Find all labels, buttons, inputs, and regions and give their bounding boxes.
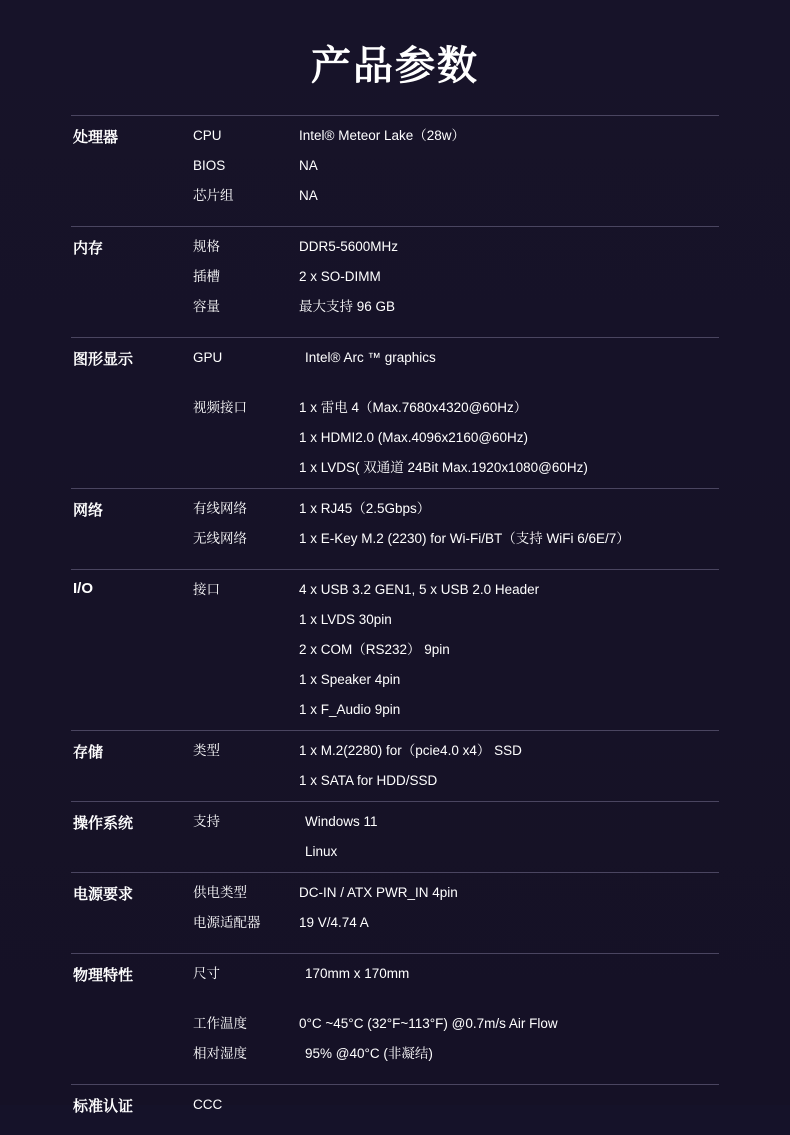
spec-sublabel-group xyxy=(192,570,298,731)
spec-value: Linux xyxy=(299,842,718,862)
spec-sublabel: BIOS xyxy=(193,156,297,186)
spec-category-label: 标准认证 xyxy=(71,1085,192,1135)
spec-value-group xyxy=(298,1085,719,1135)
spec-sublabel: 无线网络 xyxy=(193,529,297,559)
spec-sublabel: 电源适配器 xyxy=(193,913,297,943)
spec-section-io xyxy=(71,570,719,731)
spec-value: 95% @40°C (非凝结) xyxy=(299,1044,718,1064)
spec-sublabel: 容量 xyxy=(193,297,297,327)
spec-section-physical xyxy=(71,954,719,1085)
spec-category-label: 电源要求 xyxy=(71,873,192,954)
page-title: 产品参数 xyxy=(0,0,790,115)
spec-sublabel: 尺寸 xyxy=(193,964,297,1014)
spec-value: 2 x COM（RS232） 9pin xyxy=(299,640,718,670)
spec-value: Windows 11 xyxy=(299,812,718,842)
spec-category-label: 内存 xyxy=(71,227,192,338)
spec-sublabel: 规格 xyxy=(193,237,297,267)
spec-sublabel-group xyxy=(192,873,298,954)
spec-category-label: 操作系统 xyxy=(71,802,192,873)
spec-value-group xyxy=(298,338,719,489)
spec-value-group xyxy=(298,227,719,338)
spec-sublabel-group xyxy=(192,1085,298,1135)
spec-value-group xyxy=(298,954,719,1085)
spec-sublabel: 视频接口 xyxy=(193,398,297,428)
spec-value: 1 x LVDS 30pin xyxy=(299,610,718,640)
spec-value: 1 x Speaker 4pin xyxy=(299,670,718,700)
spec-value-group xyxy=(298,489,719,570)
spec-sublabel-group xyxy=(192,731,298,802)
spec-sublabel-group xyxy=(192,954,298,1085)
spec-value: Intel® Arc ™ graphics xyxy=(299,348,718,398)
spec-sublabel-group xyxy=(192,116,298,227)
spec-value: 1 x 雷电 4（Max.7680x4320@60Hz） xyxy=(299,398,718,428)
spec-value: 1 x M.2(2280) for（pcie4.0 x4） SSD xyxy=(299,741,718,771)
spec-category-label: 网络 xyxy=(71,489,192,570)
spec-sublabel-group xyxy=(192,227,298,338)
spec-sublabel: 供电类型 xyxy=(193,883,297,913)
spec-category-label: 处理器 xyxy=(71,116,192,227)
spec-section-os xyxy=(71,802,719,873)
spec-value: 170mm x 170mm xyxy=(299,964,718,1014)
spec-sublabel: 有线网络 xyxy=(193,499,297,529)
spec-value: 4 x USB 3.2 GEN1, 5 x USB 2.0 Header xyxy=(299,580,718,610)
spec-value: 0°C ~45°C (32°F~113°F) @0.7m/s Air Flow xyxy=(299,1014,718,1044)
spec-value: 1 x F_Audio 9pin xyxy=(299,700,718,720)
spec-sublabel: CPU xyxy=(193,126,297,156)
spec-value: 1 x E-Key M.2 (2230) for Wi-Fi/BT（支持 WiFi 6/6E/7） xyxy=(299,529,718,549)
spec-sublabel: 工作温度 xyxy=(193,1014,297,1044)
spec-category-label: 物理特性 xyxy=(71,954,192,1085)
spec-value-group xyxy=(298,873,719,954)
spec-value: 2 x SO-DIMM xyxy=(299,267,718,297)
spec-category-label: I/O xyxy=(71,570,192,731)
spec-section-processor xyxy=(71,116,719,227)
spec-sublabel: 接口 xyxy=(193,580,297,610)
spec-sublabel: CCC xyxy=(193,1095,297,1125)
spec-section-memory xyxy=(71,227,719,338)
spec-sublabel: 支持 xyxy=(193,812,297,842)
spec-value-group xyxy=(298,802,719,873)
spec-sublabel: 芯片组 xyxy=(193,186,297,216)
spec-section-graphics xyxy=(71,338,719,489)
spec-sublabel: 类型 xyxy=(193,741,297,771)
spec-sublabel-group xyxy=(192,802,298,873)
spec-category-label: 存储 xyxy=(71,731,192,802)
spec-section-network xyxy=(71,489,719,570)
spec-section-power xyxy=(71,873,719,954)
spec-sublabel: 相对湿度 xyxy=(193,1044,297,1074)
spec-category-label: 图形显示 xyxy=(71,338,192,489)
spec-value-group xyxy=(298,731,719,802)
spec-sublabel-group xyxy=(192,489,298,570)
spec-value: DDR5-5600MHz xyxy=(299,237,718,267)
spec-value: DC-IN / ATX PWR_IN 4pin xyxy=(299,883,718,913)
spec-value: NA xyxy=(299,156,718,186)
spec-value: 19 V/4.74 A xyxy=(299,913,718,933)
spec-value: 1 x RJ45（2.5Gbps） xyxy=(299,499,718,529)
spec-value-group xyxy=(298,116,719,227)
spec-table xyxy=(71,115,719,1135)
spec-section-storage xyxy=(71,731,719,802)
spec-value: 1 x SATA for HDD/SSD xyxy=(299,771,718,791)
spec-value: NA xyxy=(299,186,718,206)
spec-sublabel-group xyxy=(192,338,298,489)
spec-section-certification xyxy=(71,1085,719,1135)
spec-sublabel: 插槽 xyxy=(193,267,297,297)
spec-value: 1 x LVDS( 双通道 24Bit Max.1920x1080@60Hz) xyxy=(299,458,718,478)
spec-value: 1 x HDMI2.0 (Max.4096x2160@60Hz) xyxy=(299,428,718,458)
spec-value-group xyxy=(298,570,719,731)
spec-sublabel: GPU xyxy=(193,348,297,398)
spec-value: 最大支持 96 GB xyxy=(299,297,718,317)
spec-value: Intel® Meteor Lake（28w） xyxy=(299,126,718,156)
